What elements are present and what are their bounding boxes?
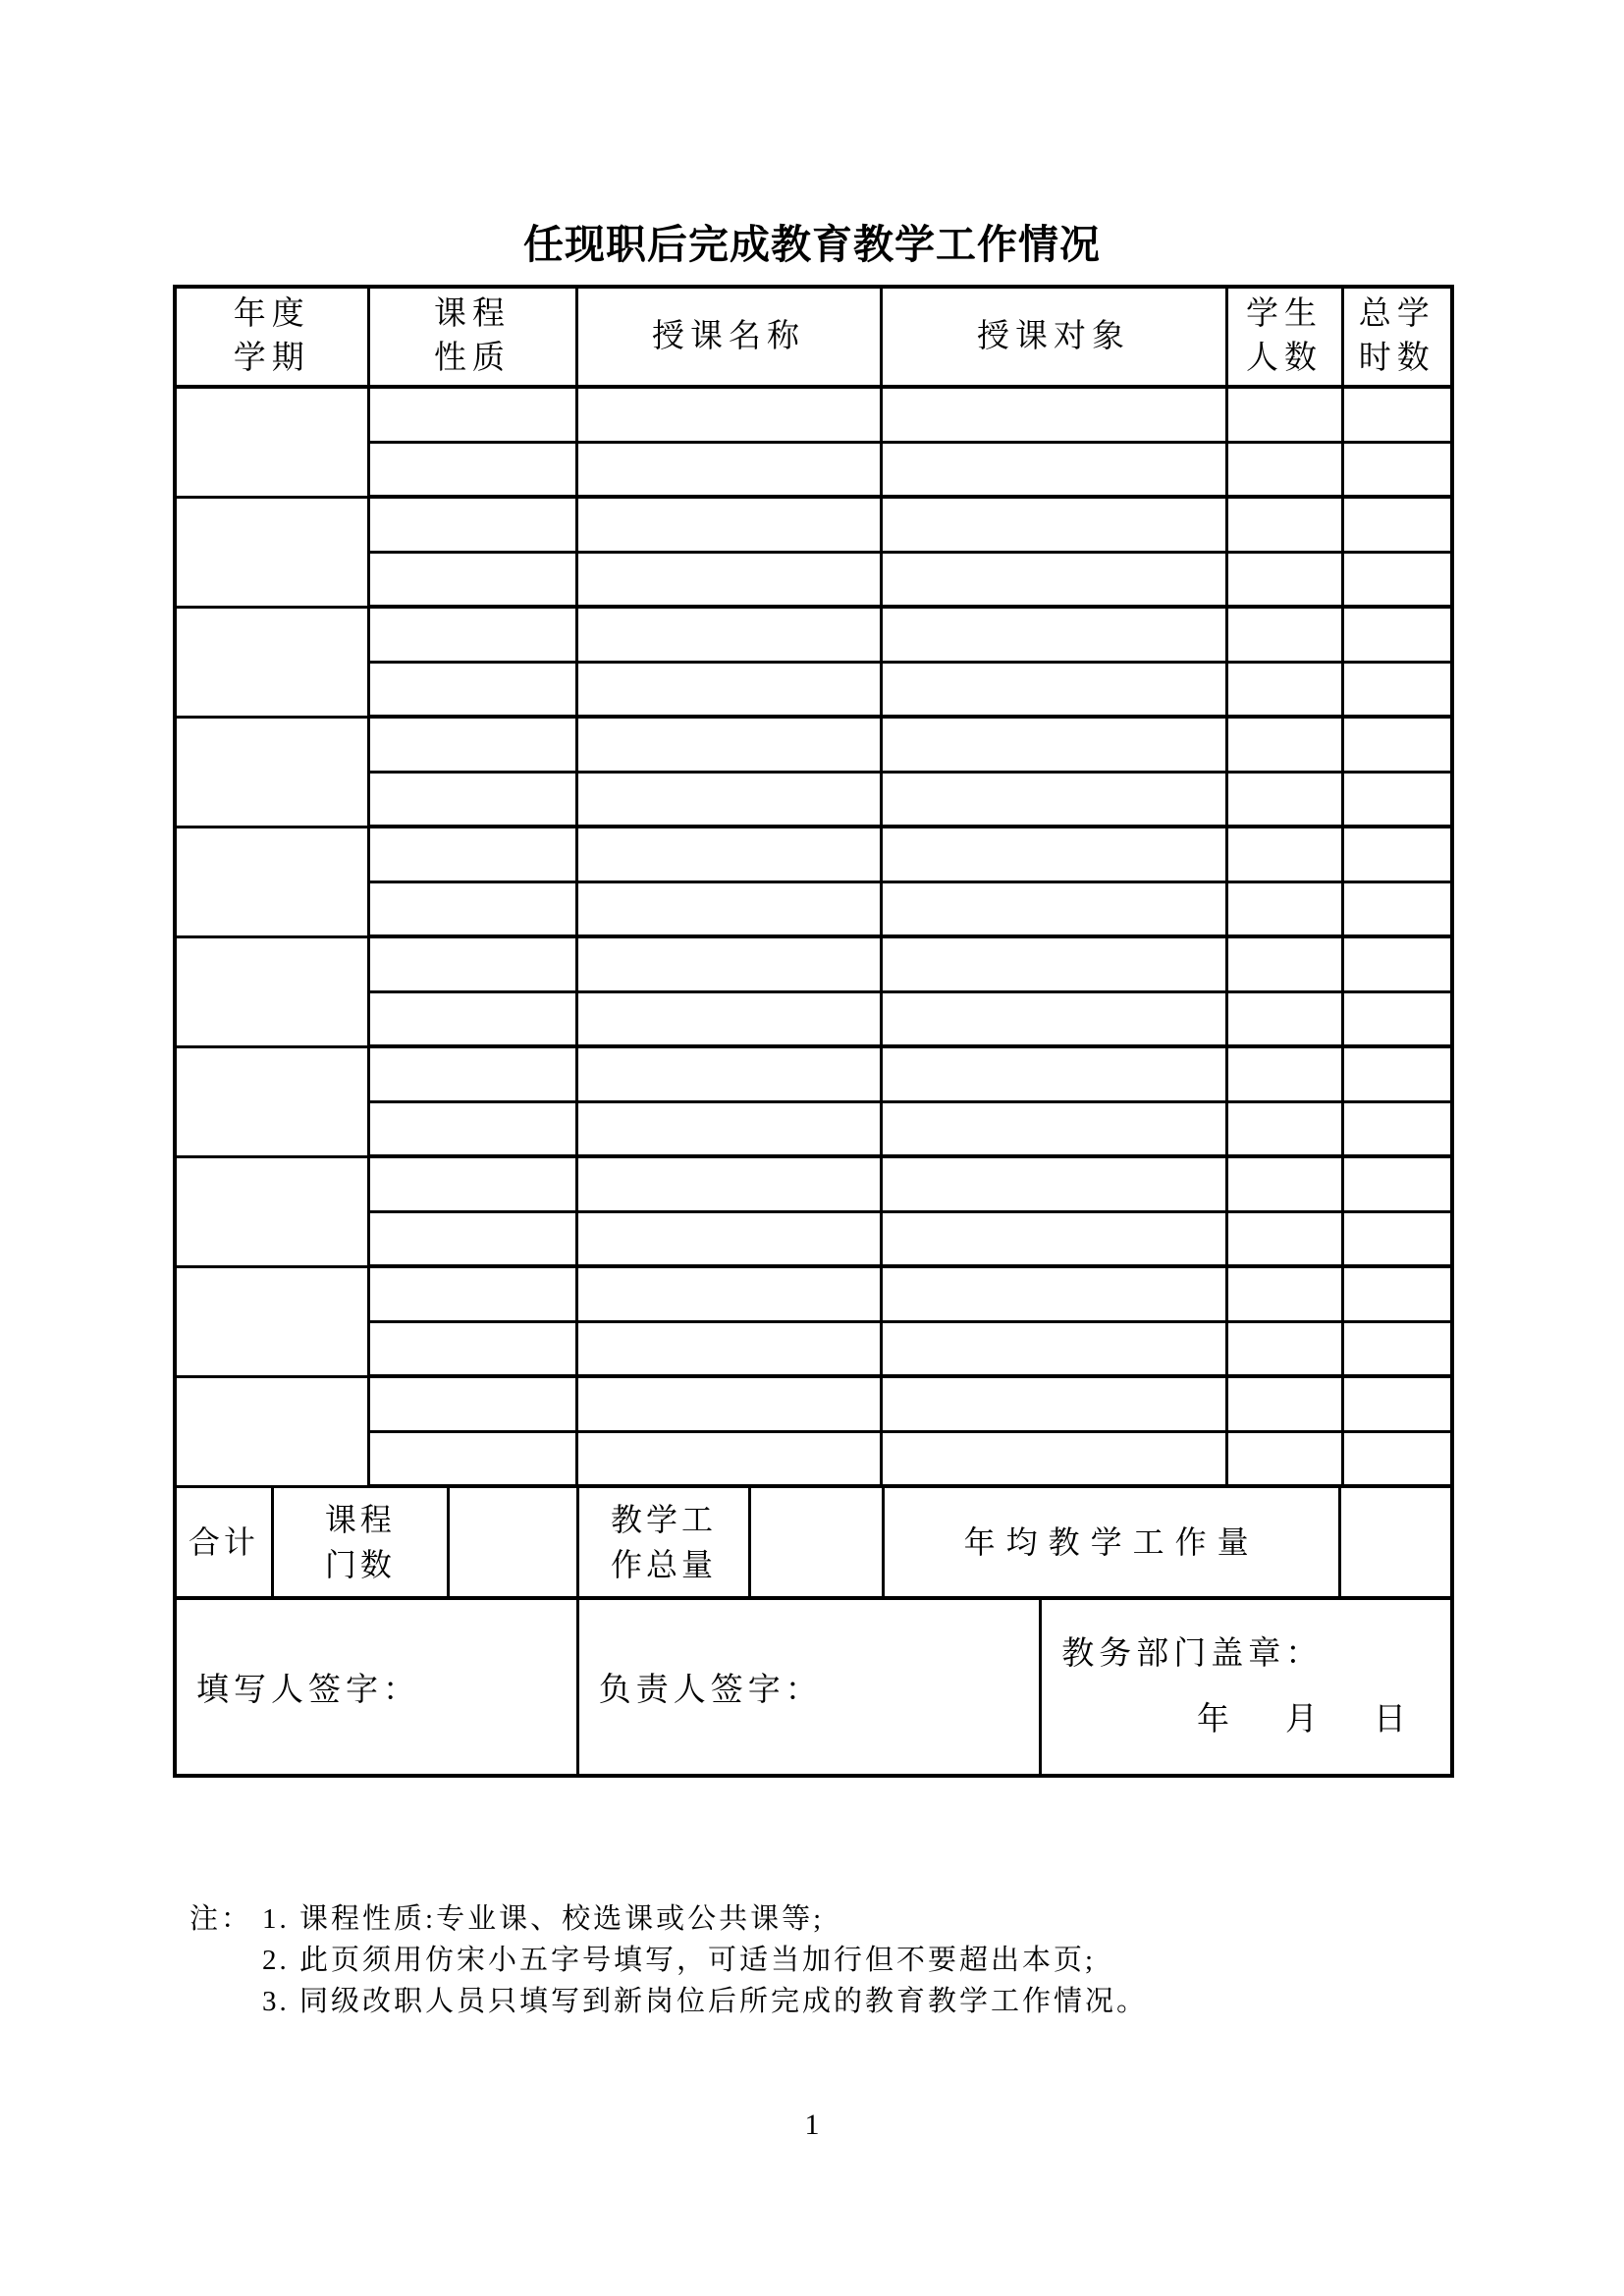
course-name-cell xyxy=(576,991,881,1046)
notes-list xyxy=(262,1898,1148,2022)
student-count-cell xyxy=(1226,442,1342,497)
hours-cell xyxy=(1342,1101,1452,1156)
year-term-cell xyxy=(175,1046,368,1156)
filler-signature-label: 填写人签字： xyxy=(177,1600,579,1774)
hours-cell xyxy=(1342,442,1452,497)
note-item-3: 3. 同级改职人员只填写到新岗位后所完成的教育教学工作情况。 xyxy=(262,1986,1149,2017)
course-type-cell xyxy=(368,607,576,662)
hours-cell xyxy=(1342,772,1452,827)
hours-cell xyxy=(1342,936,1452,991)
course-type-cell xyxy=(368,1156,576,1211)
course-type-cell xyxy=(368,827,576,881)
table-row xyxy=(175,717,1452,772)
student-count-cell xyxy=(1226,1431,1342,1486)
workload-total-label-line1: 教学工 xyxy=(611,1502,718,1537)
student-count-cell xyxy=(1226,552,1342,607)
department-seal-cell xyxy=(1042,1600,1450,1774)
course-type-cell xyxy=(368,1046,576,1101)
audience-cell xyxy=(881,1266,1226,1321)
year-term-cell xyxy=(175,387,368,497)
table-row xyxy=(175,497,1452,552)
audience-cell xyxy=(881,1156,1226,1211)
course-name-cell xyxy=(576,1156,881,1211)
notes-prefix: 注： xyxy=(189,1903,253,1935)
audience-cell xyxy=(881,552,1226,607)
page-title: 任现职后完成教育教学工作情况 xyxy=(523,222,1101,267)
hours-cell xyxy=(1342,1211,1452,1266)
student-count-cell xyxy=(1226,607,1342,662)
course-name-cell xyxy=(576,827,881,881)
audience-cell xyxy=(881,936,1226,991)
hours-cell xyxy=(1342,607,1452,662)
course-name-cell xyxy=(576,881,881,936)
course-type-cell xyxy=(368,1321,576,1376)
course-type-cell xyxy=(368,991,576,1046)
course-name-cell xyxy=(576,1211,881,1266)
signature-row xyxy=(175,1598,1452,1776)
hours-cell xyxy=(1342,552,1452,607)
header-course-type xyxy=(368,287,576,387)
header-student-count xyxy=(1226,287,1342,387)
table-row xyxy=(175,1376,1452,1431)
header-year-term-line1: 年度 xyxy=(233,296,310,332)
hours-cell xyxy=(1342,387,1452,442)
header-year-term xyxy=(175,287,368,387)
course-type-cell xyxy=(368,442,576,497)
course-count-label-line2: 门数 xyxy=(324,1547,396,1582)
workload-total-value-cell xyxy=(751,1488,885,1596)
student-count-cell xyxy=(1226,662,1342,717)
course-type-cell xyxy=(368,1431,576,1486)
student-count-cell xyxy=(1226,1376,1342,1431)
header-total-hours-line1: 总学 xyxy=(1358,296,1435,332)
course-type-cell xyxy=(368,1101,576,1156)
audience-cell xyxy=(881,1321,1226,1376)
student-count-cell xyxy=(1226,1101,1342,1156)
notes-block xyxy=(189,1898,1148,2022)
audience-cell xyxy=(881,717,1226,772)
course-type-cell xyxy=(368,936,576,991)
year-term-cell xyxy=(175,717,368,827)
course-name-cell xyxy=(576,607,881,662)
responsible-signature-label: 负责人签字： xyxy=(579,1600,1043,1774)
page-number: 1 xyxy=(804,2109,820,2141)
table-row xyxy=(175,936,1452,991)
course-type-cell xyxy=(368,1376,576,1431)
audience-cell xyxy=(881,1211,1226,1266)
student-count-cell xyxy=(1226,772,1342,827)
course-type-cell xyxy=(368,772,576,827)
audience-cell xyxy=(881,442,1226,497)
audience-cell xyxy=(881,772,1226,827)
header-course-type-line2: 性质 xyxy=(434,341,511,376)
course-name-cell xyxy=(576,442,881,497)
course-name-cell xyxy=(576,1046,881,1101)
course-type-cell xyxy=(368,1266,576,1321)
total-label: 合计 xyxy=(177,1488,274,1596)
course-name-cell xyxy=(576,717,881,772)
year-term-cell xyxy=(175,827,368,936)
audience-cell xyxy=(881,881,1226,936)
course-name-cell xyxy=(576,662,881,717)
hours-cell xyxy=(1342,717,1452,772)
course-name-cell xyxy=(576,936,881,991)
header-student-count-line1: 学生 xyxy=(1246,296,1323,332)
course-name-cell xyxy=(576,552,881,607)
audience-cell xyxy=(881,1046,1226,1101)
hours-cell xyxy=(1342,1156,1452,1211)
hours-cell xyxy=(1342,1376,1452,1431)
annual-workload-label: 年均教学工作量 xyxy=(885,1488,1342,1596)
course-type-cell xyxy=(368,1211,576,1266)
hours-cell xyxy=(1342,827,1452,881)
audience-cell xyxy=(881,827,1226,881)
table-row xyxy=(175,827,1452,881)
audience-cell xyxy=(881,607,1226,662)
audience-cell xyxy=(881,1376,1226,1431)
table-row xyxy=(175,1266,1452,1321)
student-count-cell xyxy=(1226,827,1342,881)
teaching-work-table xyxy=(173,285,1454,1778)
audience-cell xyxy=(881,387,1226,442)
course-name-cell xyxy=(576,387,881,442)
header-student-count-line2: 人数 xyxy=(1246,341,1323,376)
header-audience: 授课对象 xyxy=(881,287,1226,387)
workload-total-label-line2: 作总量 xyxy=(611,1547,718,1582)
signature-row-cell xyxy=(175,1598,1452,1776)
table-row xyxy=(175,1046,1452,1101)
audience-cell xyxy=(881,662,1226,717)
hours-cell xyxy=(1342,662,1452,717)
course-type-cell xyxy=(368,497,576,552)
student-count-cell xyxy=(1226,1046,1342,1101)
summary-row-cell xyxy=(175,1486,1452,1598)
course-type-cell xyxy=(368,552,576,607)
table-row xyxy=(175,607,1452,662)
year-term-cell xyxy=(175,1156,368,1266)
student-count-cell xyxy=(1226,1321,1342,1376)
student-count-cell xyxy=(1226,881,1342,936)
student-count-cell xyxy=(1226,497,1342,552)
course-name-cell xyxy=(576,772,881,827)
year-term-cell xyxy=(175,1266,368,1376)
note-item-1: 1. 课程性质:专业课、校选课或公共课等; xyxy=(262,1903,825,1935)
course-count-value-cell xyxy=(450,1488,579,1596)
course-type-cell xyxy=(368,881,576,936)
hours-cell xyxy=(1342,991,1452,1046)
header-course-type-line1: 课程 xyxy=(434,296,511,332)
hours-cell xyxy=(1342,1321,1452,1376)
student-count-cell xyxy=(1226,1266,1342,1321)
hours-cell xyxy=(1342,1431,1452,1486)
table-row xyxy=(175,387,1452,442)
course-type-cell xyxy=(368,717,576,772)
course-name-cell xyxy=(576,1101,881,1156)
course-type-cell xyxy=(368,387,576,442)
student-count-cell xyxy=(1226,1156,1342,1211)
header-course-name: 授课名称 xyxy=(576,287,881,387)
table-header-row xyxy=(175,287,1452,387)
department-seal-label: 教务部门盖章： xyxy=(1061,1635,1324,1672)
hours-cell xyxy=(1342,881,1452,936)
year-term-cell xyxy=(175,607,368,717)
year-term-cell xyxy=(175,497,368,607)
course-name-cell xyxy=(576,497,881,552)
student-count-cell xyxy=(1226,991,1342,1046)
course-name-cell xyxy=(576,1321,881,1376)
year-term-cell xyxy=(175,936,368,1046)
header-year-term-line2: 学期 xyxy=(233,341,310,376)
annual-workload-value-cell xyxy=(1341,1488,1450,1596)
workload-total-label xyxy=(579,1488,751,1596)
note-item-2: 2. 此页须用仿宋小五字号填写，可适当加行但不要超出本页; xyxy=(262,1945,1097,1976)
audience-cell xyxy=(881,1101,1226,1156)
year-term-cell xyxy=(175,1376,368,1486)
student-count-cell xyxy=(1226,1211,1342,1266)
summary-row xyxy=(175,1486,1452,1598)
course-count-label-line1: 课程 xyxy=(324,1502,396,1537)
audience-cell xyxy=(881,991,1226,1046)
header-total-hours xyxy=(1342,287,1452,387)
course-type-cell xyxy=(368,662,576,717)
audience-cell xyxy=(881,497,1226,552)
course-name-cell xyxy=(576,1431,881,1486)
course-name-cell xyxy=(576,1266,881,1321)
table-row xyxy=(175,1156,1452,1211)
hours-cell xyxy=(1342,1046,1452,1101)
course-count-label xyxy=(274,1488,451,1596)
header-total-hours-line2: 时数 xyxy=(1358,341,1435,376)
audience-cell xyxy=(881,1431,1226,1486)
student-count-cell xyxy=(1226,717,1342,772)
student-count-cell xyxy=(1226,936,1342,991)
date-line: 年 月 日 xyxy=(1197,1701,1418,1737)
hours-cell xyxy=(1342,1266,1452,1321)
hours-cell xyxy=(1342,497,1452,552)
course-name-cell xyxy=(576,1376,881,1431)
student-count-cell xyxy=(1226,387,1342,442)
